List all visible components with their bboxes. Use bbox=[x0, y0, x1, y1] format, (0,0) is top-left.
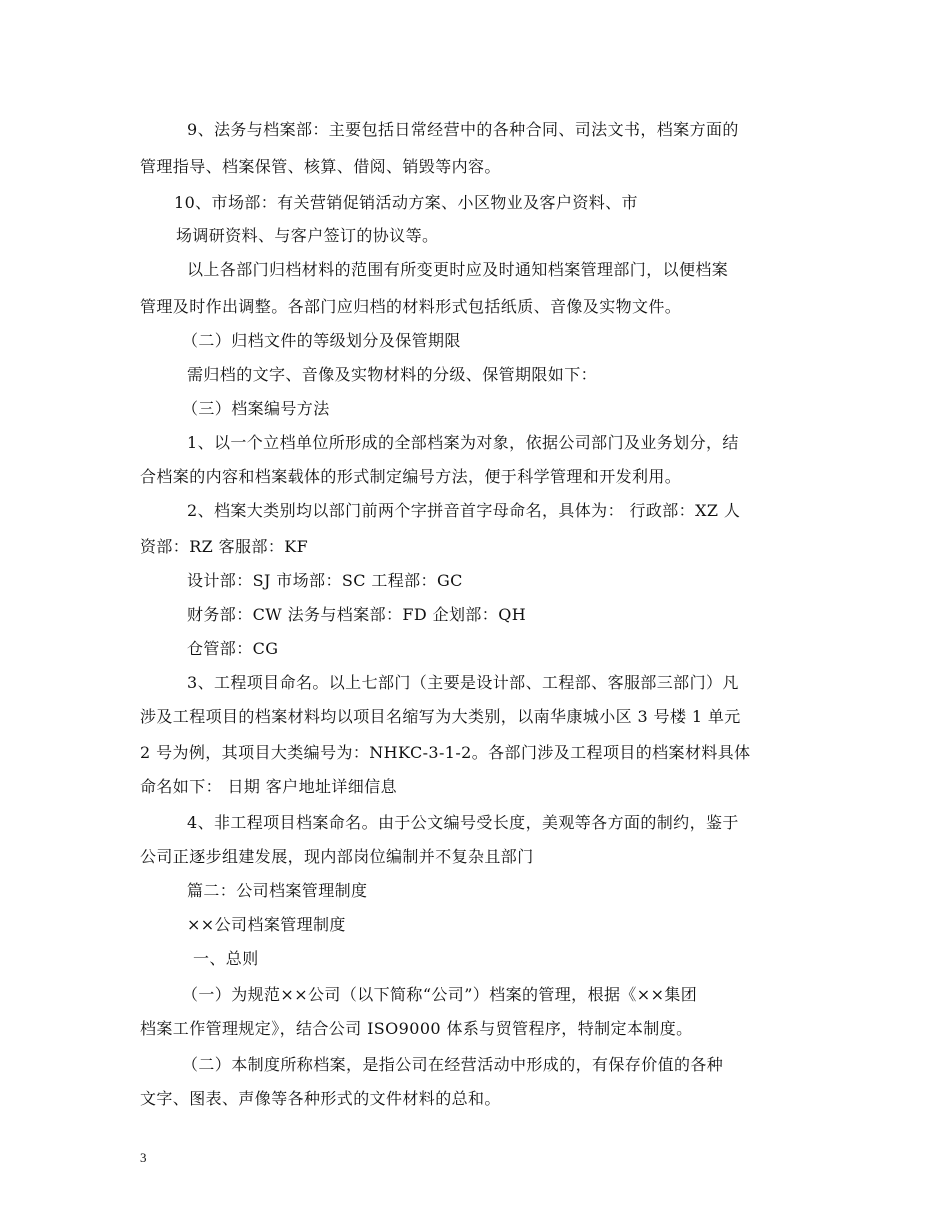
section-heading: 篇二：公司档案管理制度 bbox=[187, 881, 368, 900]
text-line: 仓管部：CG bbox=[187, 639, 279, 658]
text-line: 管理及时作出调整。各部门应归档的材料形式包括纸质、音像及实物文件。 bbox=[140, 297, 682, 316]
text-line: 1、以一个立档单位所形成的全部档案为对象，依据公司部门及业务划分，结 bbox=[187, 433, 739, 452]
document-title: ××公司档案管理制度 bbox=[187, 915, 346, 934]
text-line: 10、市场部：有关营销促销活动方案、小区物业及客户资料、市 bbox=[174, 193, 638, 212]
text-line: 4、非工程项目档案命名。由于公文编号受长度，美观等各方面的制约，鉴于 bbox=[187, 813, 739, 832]
section-heading: （三）档案编号方法 bbox=[182, 399, 330, 418]
text-line: 3、工程项目命名。以上七部门（主要是设计部、工程部、客服部三部门）凡 bbox=[187, 673, 739, 692]
text-line: 财务部：CW 法务与档案部：FD 企划部：QH bbox=[187, 605, 527, 624]
section-heading: 一、总则 bbox=[193, 949, 259, 968]
text-line: 命名如下： 日期 客户地址详细信息 bbox=[140, 777, 397, 796]
text-line: 涉及工程项目的档案材料均以项目名缩写为大类别，以南华康城小区 3 号楼 1 单元 bbox=[140, 707, 741, 726]
section-heading: （二）归档文件的等级划分及保管期限 bbox=[182, 331, 461, 350]
text-line: （一）为规范××公司（以下简称“公司”）档案的管理，根据《××集团 bbox=[182, 985, 698, 1004]
page-number: 3 bbox=[140, 1150, 147, 1165]
text-line: 设计部：SJ 市场部：SC 工程部：GC bbox=[187, 571, 463, 590]
text-line: 文字、图表、声像等各种形式的文件材料的总和。 bbox=[140, 1089, 501, 1108]
text-line: 管理指导、档案保管、核算、借阅、销毁等内容。 bbox=[140, 157, 501, 176]
text-line: 场调研资料、与客户签订的协议等。 bbox=[176, 226, 439, 245]
text-line: 资部：RZ 客服部：KF bbox=[140, 537, 309, 556]
text-line: （二）本制度所称档案，是指公司在经营活动中形成的，有保存价值的各种 bbox=[182, 1055, 724, 1074]
text-line: 需归档的文字、音像及实物材料的分级、保管期限如下： bbox=[187, 365, 598, 384]
text-line: 9、法务与档案部：主要包括日常经营中的各种合同、司法文书，档案方面的 bbox=[187, 120, 739, 139]
text-line: 档案工作管理规定》，结合公司 ISO9000 体系与贸管程序，特制定本制度。 bbox=[140, 1019, 693, 1038]
text-line: 2、档案大类别均以部门前两个字拼音首字母命名，具体为： 行政部：XZ 人 bbox=[187, 501, 741, 520]
text-line: 合档案的内容和档案载体的形式制定编号方法，便于科学管理和开发利用。 bbox=[140, 467, 682, 486]
text-line: 公司正逐步组建发展，现内部岗位编制并不复杂且部门 bbox=[140, 847, 534, 866]
text-line: 以上各部门归档材料的范围有所变更时应及时通知档案管理部门，以便档案 bbox=[187, 260, 729, 279]
text-line: 2 号为例，其项目大类编号为：NHKC-3-1-2。各部门涉及工程项目的档案材料具体 bbox=[140, 743, 751, 762]
